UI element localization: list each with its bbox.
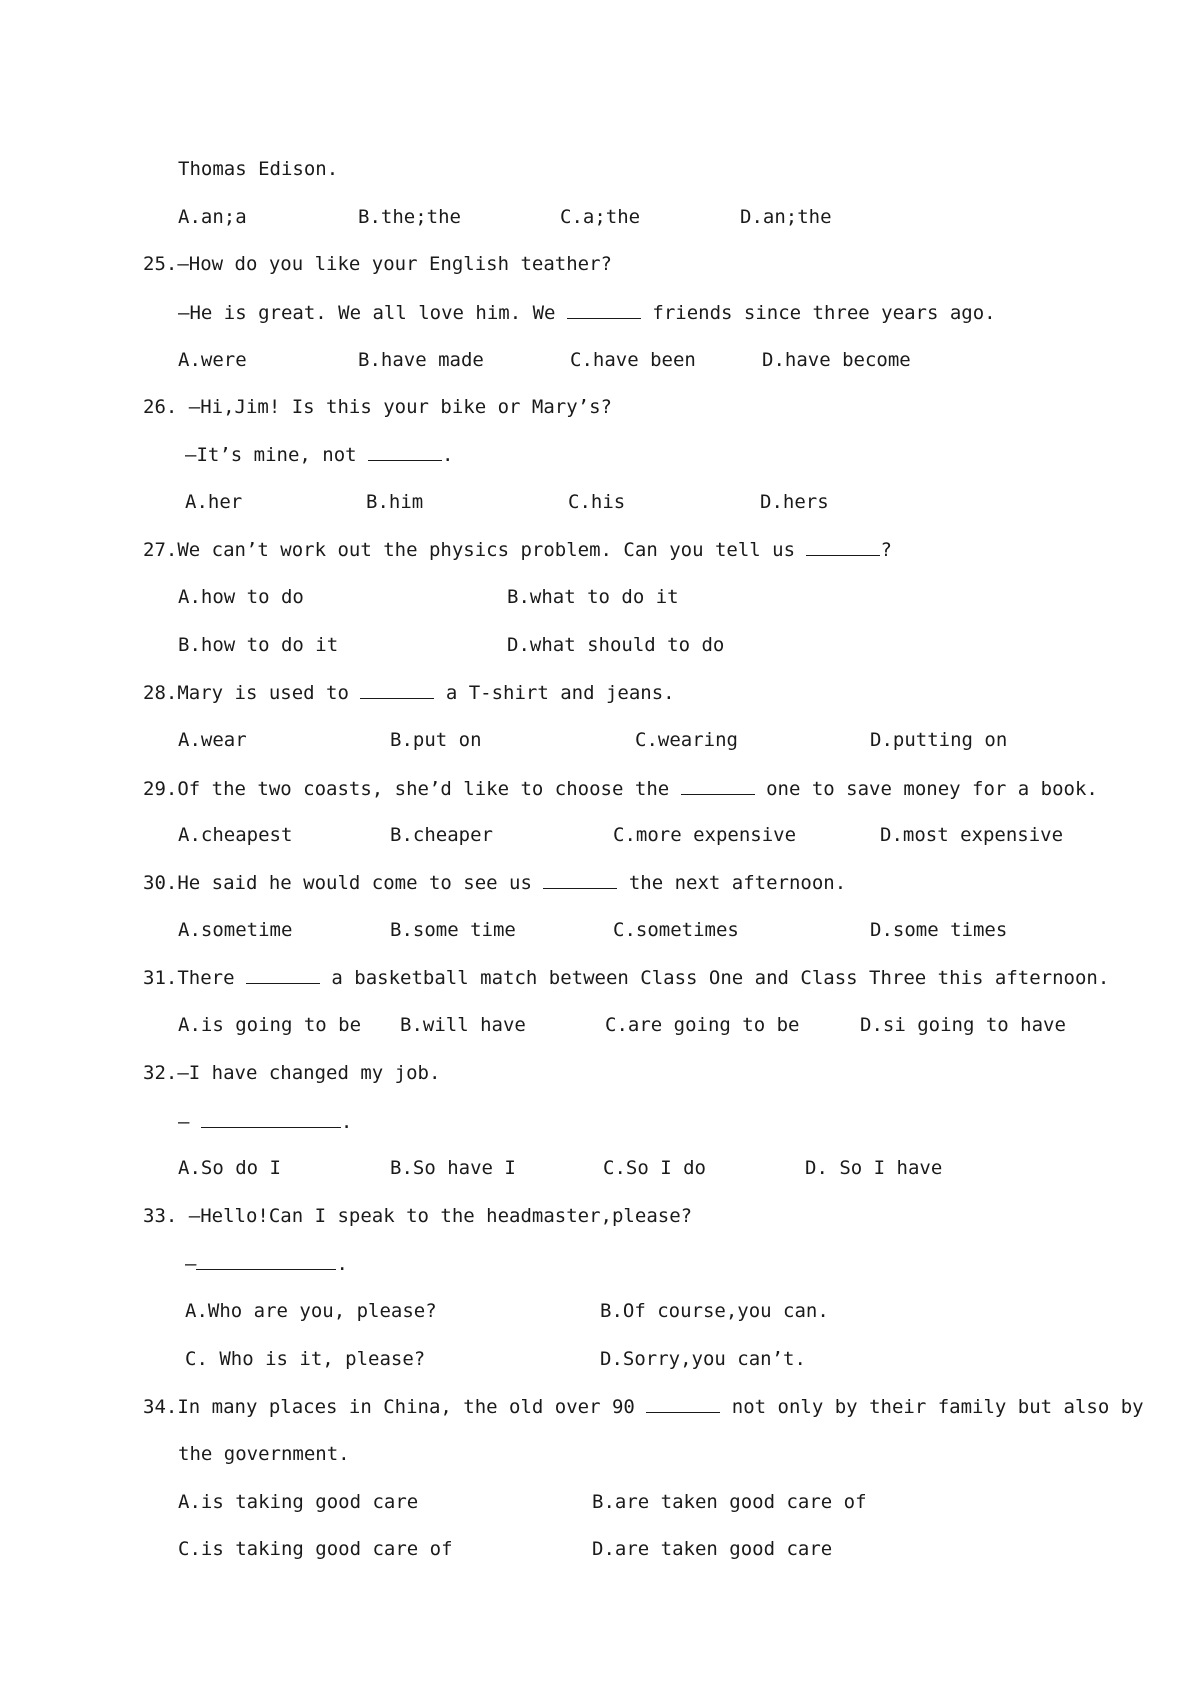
q30-option-c: C.sometimes xyxy=(613,919,739,941)
q25-reply-part1: —He is great. We all love him. We xyxy=(178,302,556,324)
q26-option-c: C.his xyxy=(568,491,626,513)
q29-option-a: A.cheapest xyxy=(178,824,293,846)
q28-option-a: A.wear xyxy=(178,729,247,751)
q30-stem-part2: the next afternoon. xyxy=(628,872,847,894)
q25-stem: 25.—How do you like your English teather? xyxy=(143,253,612,275)
q30-option-a: A.sometime xyxy=(178,919,293,941)
q29-option-c: C.more expensive xyxy=(613,824,797,846)
q24-continuation: Thomas Edison. xyxy=(178,158,339,180)
q25-option-c: C.have been xyxy=(570,349,696,371)
q25-answer-blank xyxy=(567,300,641,319)
q24-option-c: C.a;the xyxy=(560,206,641,228)
q26-answer-blank xyxy=(368,442,442,461)
q33-reply-period: . xyxy=(336,1253,348,1275)
q28-option-c: C.wearing xyxy=(635,729,738,751)
q29-option-b: B.cheaper xyxy=(390,824,493,846)
q31-stem xyxy=(143,965,1109,990)
q33-option-a: A.Who are you, please? xyxy=(185,1300,437,1322)
q34-stem-part2: not only by their family but also by xyxy=(731,1396,1144,1418)
q27-option-a: A.how to do xyxy=(178,586,304,608)
q31-stem-part1: 31.There xyxy=(143,967,235,989)
q25-reply xyxy=(178,300,996,325)
q32-option-b: B.So have I xyxy=(390,1157,516,1179)
q33-reply-dash: — xyxy=(185,1253,197,1275)
q31-stem-part2: a basketball match between Class One and Class Three this afternoon. xyxy=(331,967,1110,989)
q30-option-d: D.some times xyxy=(870,919,1008,941)
q24-option-a: A.an;a xyxy=(178,206,247,228)
q33-option-b: B.Of course,you can. xyxy=(600,1300,829,1322)
q29-answer-blank xyxy=(681,776,755,795)
q28-stem xyxy=(143,680,675,705)
q32-reply-dash: — xyxy=(178,1111,190,1133)
q32-option-d: D. So I have xyxy=(805,1157,943,1179)
q26-stem: 26. —Hi,Jim! Is this your bike or Mary’s? xyxy=(143,396,612,418)
q27-option-b: B.what to do it xyxy=(507,586,679,608)
q30-stem-part1: 30.He said he would come to see us xyxy=(143,872,532,894)
q25-option-b: B.have made xyxy=(358,349,484,371)
q28-stem-part1: 28.Mary is used to xyxy=(143,682,349,704)
q27-option-d: D.what should to do xyxy=(507,634,725,656)
q32-option-c: C.So I do xyxy=(603,1157,706,1179)
q25-reply-part2: friends since three years ago. xyxy=(652,302,996,324)
q32-option-a: A.So do I xyxy=(178,1157,281,1179)
q27-stem xyxy=(143,537,892,562)
q25-option-d: D.have become xyxy=(762,349,911,371)
q33-stem: 33. —Hello!Can I speak to the headmaster,please? xyxy=(143,1205,693,1227)
q34-stem-continued: the government. xyxy=(178,1443,350,1465)
q34-stem-part1: 34.In many places in China, the old over 90 xyxy=(143,1396,635,1418)
q31-option-c: C.are going to be xyxy=(605,1014,800,1036)
q33-option-c: C. Who is it, please? xyxy=(185,1348,426,1370)
q26-option-a: A.her xyxy=(185,491,243,513)
q31-answer-blank xyxy=(246,965,320,984)
q32-reply-period: . xyxy=(340,1111,353,1133)
q32-stem: 32.—I have changed my job. xyxy=(143,1062,441,1084)
q33-reply xyxy=(185,1251,348,1276)
q27-stem-part2: ? xyxy=(880,539,892,561)
q29-stem-part2: one to save money for a book. xyxy=(766,778,1098,800)
q30-stem xyxy=(143,870,846,895)
q28-option-d: D.putting on xyxy=(870,729,1008,751)
q31-option-d: D.si going to have xyxy=(860,1014,1066,1036)
q26-option-d: D.hers xyxy=(760,491,829,513)
q29-option-d: D.most expensive xyxy=(880,824,1064,846)
q30-option-b: B.some time xyxy=(390,919,516,941)
q25-option-a: A.were xyxy=(178,349,247,371)
q34-option-c: C.is taking good care of xyxy=(178,1538,453,1560)
q31-option-b: B.will have xyxy=(400,1014,526,1036)
q32-reply xyxy=(178,1109,352,1134)
q26-option-b: B.him xyxy=(366,491,424,513)
q26-reply xyxy=(185,442,454,467)
q27-option-c: B.how to do it xyxy=(178,634,339,656)
q28-option-b: B.put on xyxy=(390,729,482,751)
q27-answer-blank xyxy=(806,537,880,556)
q28-answer-blank xyxy=(360,680,434,699)
q26-reply-part1: —It’s mine, not xyxy=(185,444,357,466)
q33-answer-blank xyxy=(196,1251,336,1270)
q34-option-a: A.is taking good care xyxy=(178,1491,419,1513)
q34-option-b: B.are taken good care of xyxy=(592,1491,867,1513)
q34-stem xyxy=(143,1394,1144,1419)
q26-reply-part2: . xyxy=(442,444,454,466)
q29-stem-part1: 29.Of the two coasts, she’d like to choose the xyxy=(143,778,670,800)
q31-option-a: A.is going to be xyxy=(178,1014,362,1036)
q24-option-d: D.an;the xyxy=(740,206,832,228)
q34-option-d: D.are taken good care xyxy=(592,1538,833,1560)
q28-stem-part2: a T-shirt and jeans. xyxy=(445,682,675,704)
q29-stem xyxy=(143,776,1098,801)
q34-answer-blank xyxy=(646,1394,720,1413)
q32-answer-blank xyxy=(201,1109,341,1128)
q30-answer-blank xyxy=(543,870,617,889)
q24-option-b: B.the;the xyxy=(358,206,461,228)
q33-option-d: D.Sorry,you can’t. xyxy=(600,1348,806,1370)
q27-stem-part1: 27.We can’t work out the physics problem. Can you tell us xyxy=(143,539,796,561)
